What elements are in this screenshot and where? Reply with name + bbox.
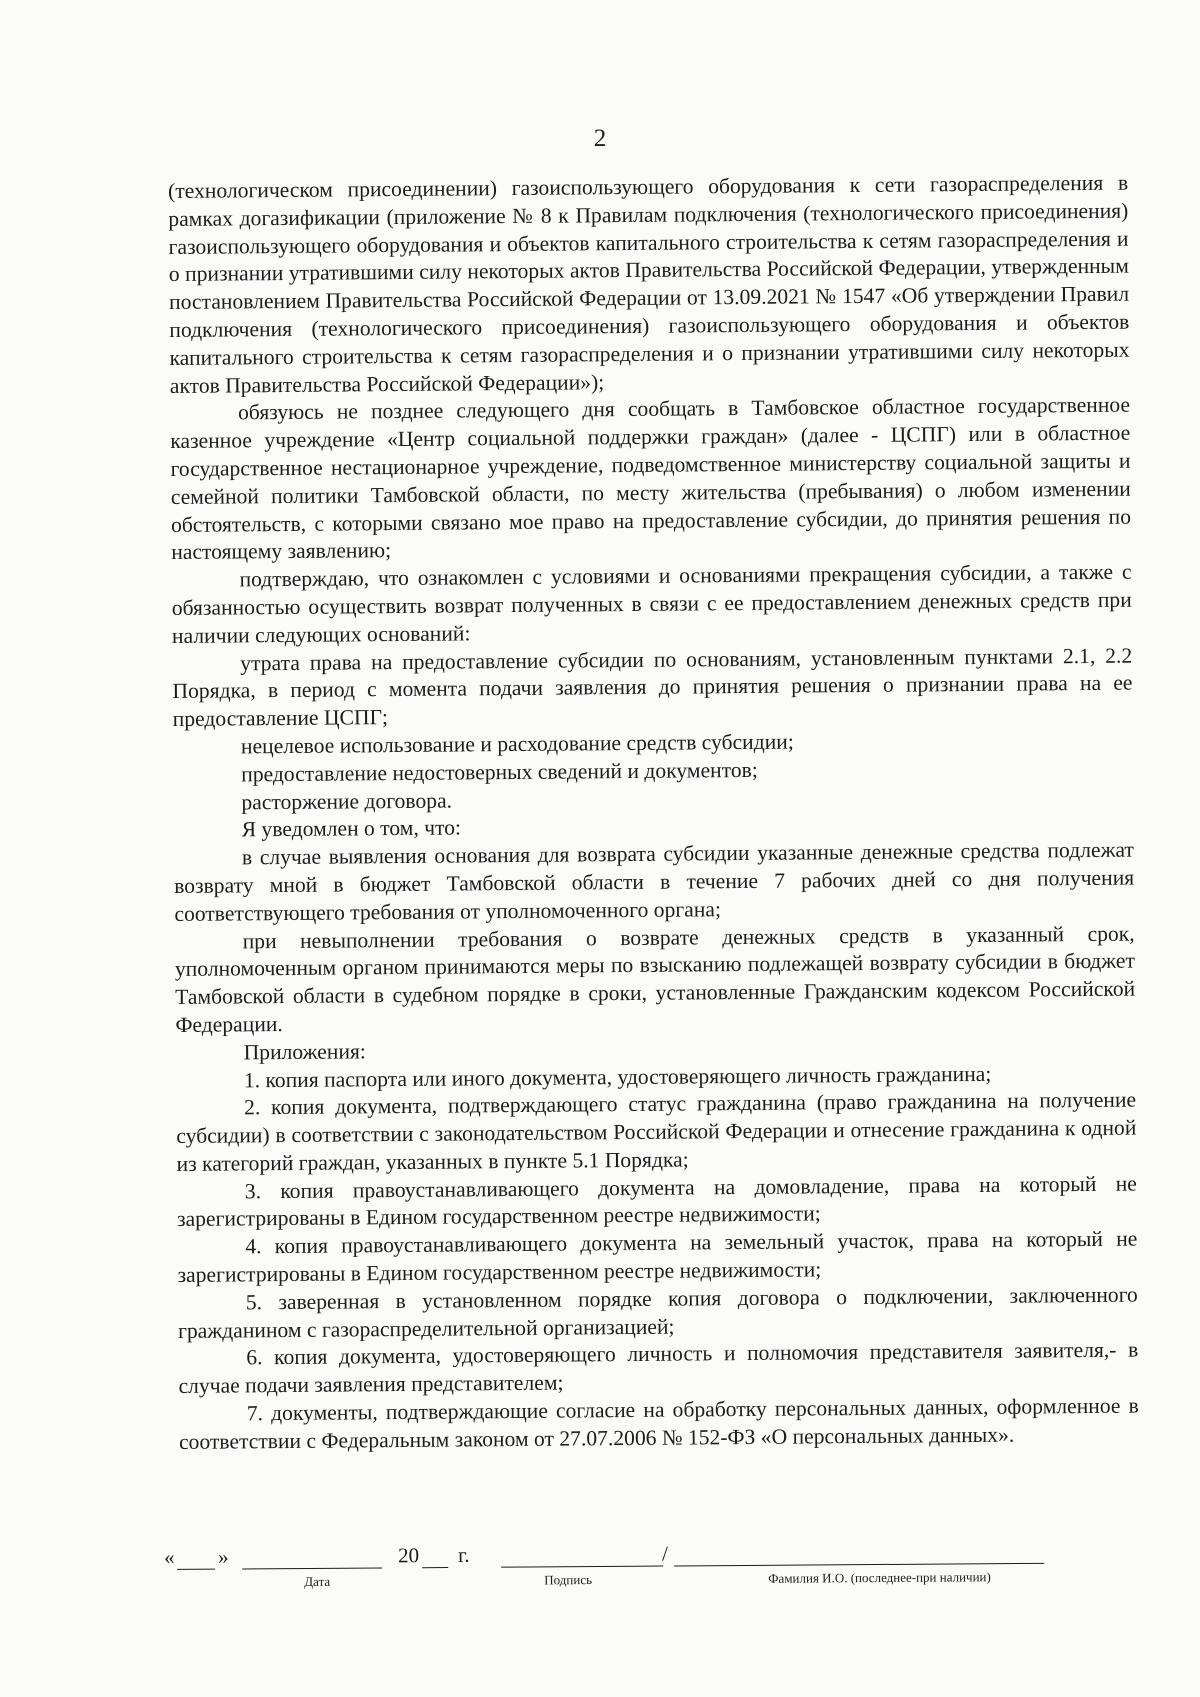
month-field[interactable]: [242, 1543, 382, 1569]
paragraph: подтверждаю, что ознакомлен с условиями и основаниями прекращения субсидии, а также с обязанностью осуществить возврат полученных в связи с ее предоставлением денежных средств при наличии следующих оснований:: [171, 559, 1132, 648]
year-prefix: 20: [397, 1543, 420, 1568]
paragraph: 6. копия документа, удостоверяющего личность и полномочия представителя заявителя,- в случае подачи заявления представителем;: [178, 1338, 1139, 1399]
paragraph: Приложения:: [243, 1039, 366, 1065]
paragraph: обязуюсь не позднее следующего дня сообщать в Тамбовское областное государственное казенное учреждение «Центр социальной поддержки граждан» (далее - ЦСПГ) или в областное государственное нестационарное учреждение, подведомственное министерству социальной защиты и семейной политики Тамбовской области, по месту жительства (пребывания) о любом изменении обстоятельств, с которыми связано мое право на предоставление субсидии, до принятия решения по настоящему заявлению;: [170, 392, 1132, 565]
year-suffix: г.: [457, 1542, 470, 1567]
year-field[interactable]: [422, 1543, 448, 1568]
name-caption: Фамилия И.О. (последнее-при наличии): [768, 1569, 991, 1586]
paragraph: расторжение договора.: [241, 788, 453, 814]
date-quote-open: «: [164, 1544, 175, 1569]
body-text: [168, 170, 1139, 1457]
paragraph: утрата права на предоставление субсидии по основаниям, установленным пунктами 2.1, 2.2 Порядка, в период с момента подачи заявления до принятия решения о признании права на ее предоставление ЦСПГ;: [172, 643, 1133, 732]
signature-field[interactable]: [501, 1542, 663, 1568]
paragraph: 4. копия правоустанавливающего документа на земельный участок, права на который не зарегистрированы в Едином государственном реестре недвижимости;: [177, 1226, 1138, 1288]
signature-row: [164, 1538, 1134, 1595]
paragraph: 2. копия документа, подтверждающего статус гражданина (право гражданина на получение субсидии) в соответствии с законодательством Российской Федерации и отнесение гражданина к одной из категорий граждан, указанных в пункте 5.1 Порядка;: [176, 1087, 1137, 1176]
name-field[interactable]: [674, 1539, 1044, 1567]
day-field[interactable]: [177, 1545, 215, 1570]
paragraph: Я уведомлен о том, что:: [241, 815, 462, 842]
paragraph: (технологическом присоединении) газоиспользующего оборудования к сети газораспределения в рамках догазификации (приложение № 8 к Правилам подключения (технологического присоединения) газоиспользующего оборудования и объектов капитального строительства к сетям газораспределения и о признании утратившими силу некоторых актов Правительства Российской Федерации, утвержденным постановлением Правительства Российской Федерации от 13.09.2021 № 1547 «Об утверждении Правил подключения (технологического присоединения) газоиспользующего оборудования и объектов капитального строительства к сетям газораспределения и о признании утратившими силу некоторых актов Правительства Российской Федерации»);: [168, 170, 1130, 398]
paragraph: 5. заверенная в установленном порядке копия договора о подключении, заключенного гражданином с газораспределительной организацией;: [177, 1282, 1138, 1343]
page-number: 2: [593, 125, 607, 152]
date-quote-close: »: [217, 1544, 229, 1569]
paragraph: 1. копия паспорта или иного документа, удостоверяющего личность гражданина;: [243, 1061, 992, 1092]
paragraph: предоставление недостоверных сведений и документов;: [241, 757, 758, 787]
paragraph: в случае выявления основания для возврата субсидии указанные денежные средства подлежат возврату мной в бюджет Тамбовской области в течение 7 рабочих дней со дня получения соответствующего требования от уполномоченного органа;: [174, 837, 1135, 926]
paragraph: нецелевое использование и расходование средств субсидии;: [240, 729, 794, 759]
signature-caption: Подпись: [544, 1572, 593, 1588]
date-caption: Дата: [304, 1573, 331, 1590]
signature-slash: /: [661, 1541, 668, 1566]
paragraph: 7. документы, подтверждающие согласие на обработку персональных данных, оформленное в соответствии с Федеральным законом от 27.07.2006 № 152-ФЗ «О персональных данных».: [178, 1393, 1139, 1454]
paragraph: при невыполнении требования о возврате денежных средств в указанный срок, уполномоченным органом принимаются меры по взысканию подлежащей возврату субсидии в бюджет Тамбовской области в судебном порядке в сроки, установленные Гражданским кодексом Российской Федерации.: [174, 921, 1136, 1037]
paragraph: 3. копия правоустанавливающего документа на домовладение, права на который не зарегистрированы в Едином государственном реестре недвижимости;: [176, 1171, 1137, 1232]
